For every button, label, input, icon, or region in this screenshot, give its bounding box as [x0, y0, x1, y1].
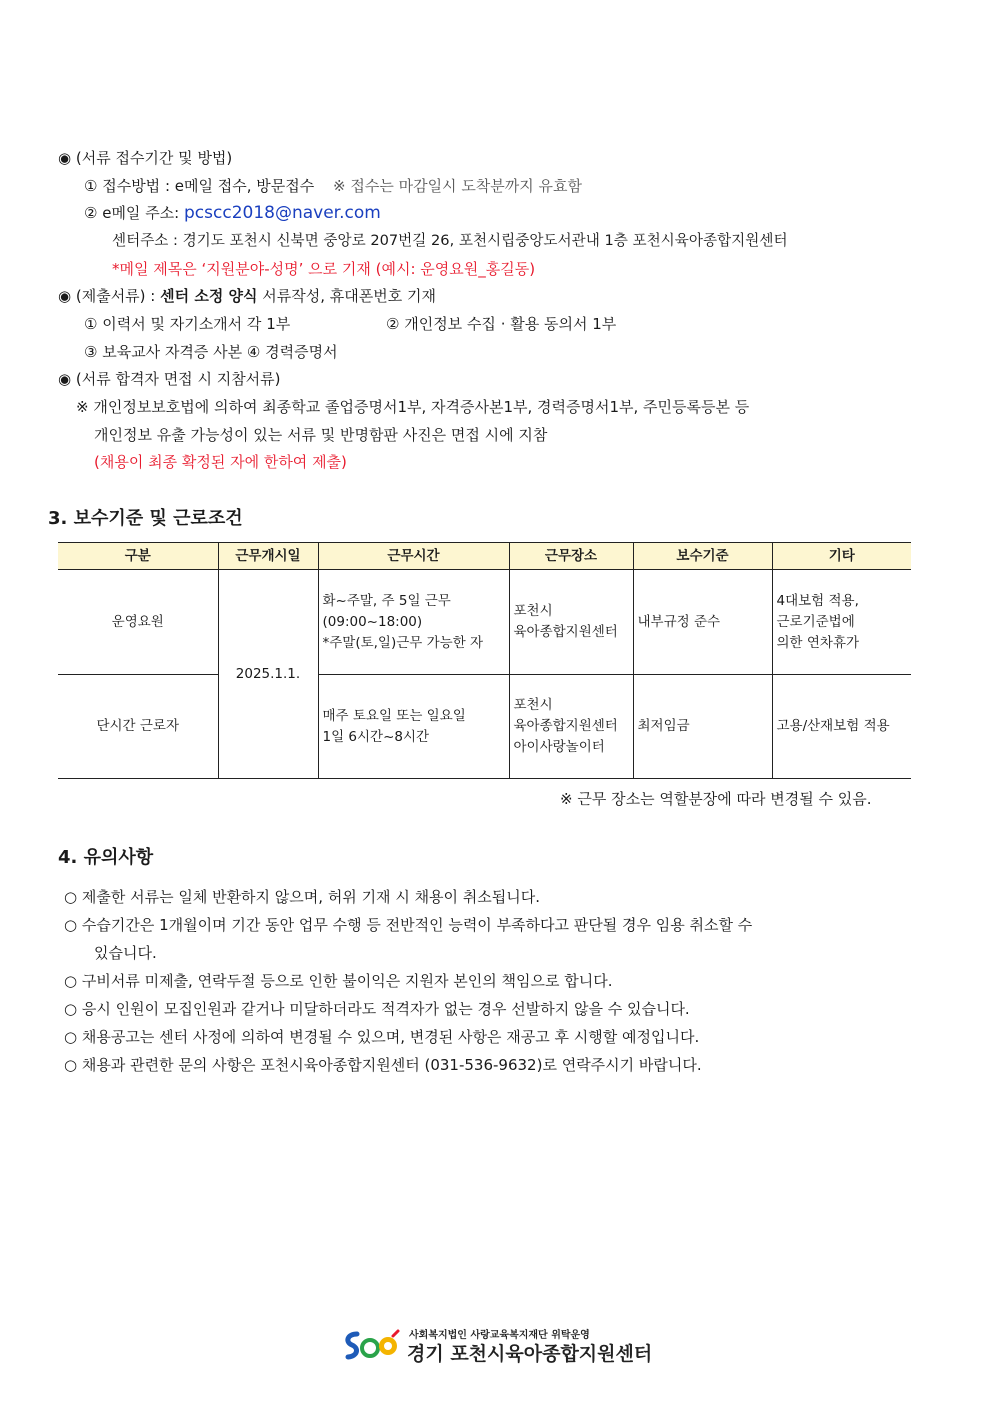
table-row — [58, 675, 911, 779]
notice-item: ○ 채용과 관련한 문의 사항은 포천시육아종합지원센터 (031-536-9632)로 연락주시기 바랍니다. — [64, 1056, 702, 1074]
interview-note-2: 개인정보 유출 가능성이 있는 서류 및 반명함판 사진은 면접 시에 지참 — [94, 426, 548, 444]
email-label: ② e메일 주소: — [84, 204, 184, 222]
row2-pay: 최저임금 — [633, 675, 772, 779]
section4-title: 4. 유의사항 — [58, 847, 154, 868]
notice-item-continued: 있습니다. — [94, 944, 157, 962]
header-start-date: 근무개시일 — [218, 543, 318, 570]
row1-hours-line: *주말(토,일)근무 가능한 자 — [322, 634, 484, 651]
row2-place-line: 육아종합지원센터 — [513, 718, 618, 734]
documents-heading — [58, 286, 436, 306]
row1-hours — [318, 570, 509, 675]
header-place: 근무장소 — [509, 543, 633, 570]
submission-deadline-note: ※ 접수는 마감일시 도착분까지 유효함 — [333, 177, 583, 195]
row1-place — [509, 570, 633, 675]
row1-hours-line: (09:00~18:00) — [322, 613, 423, 630]
interview-note-1: ※ 개인정보보호법에 의하여 최종학교 졸업증명서1부, 자격증사본1부, 경력증명서1부, 주민등록등본 등 — [76, 398, 750, 416]
header-etc: 기타 — [772, 543, 911, 570]
documents-item-resume: ① 이력서 및 자기소개서 각 1부 — [84, 315, 291, 333]
notice-item: ○ 수습기간은 1개월이며 기간 동안 업무 수행 등 전반적인 능력이 부족하다고 판단될 경우 임용 취소할 수 — [64, 916, 753, 934]
row2-hours-line: 매주 토요일 또는 일요일 — [322, 707, 466, 724]
notice-item: ○ 구비서류 미제출, 연락두절 등으로 인한 불이익은 지원자 본인의 책임으로 합니다. — [64, 972, 613, 990]
work-place-note: ※ 근무 장소는 역할분장에 따라 변경될 수 있음. — [560, 790, 872, 808]
start-date-cell: 2025.1.1. — [218, 570, 318, 779]
row2-category: 단시간 근로자 — [58, 675, 218, 779]
email-address-link[interactable]: pcscc2018@naver.com — [184, 203, 381, 223]
documents-item-consent: ② 개인정보 수집 · 활용 동의서 1부 — [386, 315, 617, 333]
row1-etc-line: 4대보험 적용, — [776, 592, 859, 609]
row1-pay: 내부규정 준수 — [633, 570, 772, 675]
row2-etc: 고용/산재보험 적용 — [772, 675, 911, 779]
row2-place-line: 포천시 — [513, 697, 553, 713]
header-pay: 보수기준 — [633, 543, 772, 570]
row1-place-line: 포천시 — [513, 603, 553, 619]
row1-etc-line: 근로기준법에 — [776, 613, 855, 630]
row1-etc — [772, 570, 911, 675]
work-conditions-table — [58, 542, 911, 779]
footer-logo — [343, 1326, 653, 1366]
table-row — [58, 570, 911, 675]
documents-item-certificates: ③ 보육교사 자격증 사본 ④ 경력증명서 — [84, 343, 338, 361]
row2-hours-line: 1일 6시간~8시간 — [322, 728, 430, 745]
section3-title: 3. 보수기준 및 근로조건 — [48, 508, 243, 529]
submission-heading: ◉ (서류 접수기간 및 방법) — [58, 149, 233, 167]
row1-hours-line: 화~주말, 주 5일 근무 — [322, 592, 451, 609]
documents-heading-label: ◉ (제출서류) : — [58, 287, 161, 305]
logo-center-name: 경기 포천시육아종합지원센터 — [407, 1343, 653, 1365]
row1-place-line: 육아종합지원센터 — [513, 624, 618, 640]
interview-heading: ◉ (서류 합격자 면접 시 지참서류) — [58, 370, 281, 388]
center-address: 센터주소 : 경기도 포천시 신북면 중앙로 207번길 26, 포천시립중앙도서관내 1층 포천시육아종합지원센터 — [112, 232, 788, 249]
submission-method-text: ① 접수방법 : e메일 접수, 방문접수 — [84, 177, 315, 195]
notice-item: ○ 채용공고는 센터 사정에 의하여 변경될 수 있으며, 변경된 사항은 재공고 후 시행할 예정입니다. — [64, 1028, 700, 1046]
center-logo-icon — [343, 1328, 403, 1364]
table-header-row — [58, 543, 911, 570]
logo-operator-text: 사회복지법인 사랑교육복지재단 위탁운영 — [409, 1330, 590, 1341]
submission-email — [84, 203, 381, 223]
row2-hours — [318, 675, 509, 779]
row1-category: 운영요원 — [58, 570, 218, 675]
row2-place-line: 아이사랑놀이터 — [513, 739, 605, 755]
notice-item: ○ 제출한 서류는 일체 반환하지 않으며, 허위 기재 시 채용이 취소됩니다. — [64, 888, 541, 906]
documents-form-emphasis: 센터 소정 양식 — [160, 287, 258, 305]
submission-method — [84, 176, 582, 196]
header-hours: 근무시간 — [318, 543, 509, 570]
notice-item: ○ 응시 인원이 모집인원과 같거나 미달하더라도 적격자가 없는 경우 선발하지 않을 수 있습니다. — [64, 1000, 690, 1018]
documents-heading-rest: 서류작성, 휴대폰번호 기재 — [257, 287, 436, 305]
interview-note-3: (채용이 최종 확정된 자에 한하여 제출) — [94, 453, 347, 471]
header-category: 구분 — [58, 543, 218, 570]
row2-place — [509, 675, 633, 779]
email-subject-note: *메일 제목은 ‘지원분야-성명’ 으로 기재 (예시: 운영요원_홍길동) — [112, 260, 536, 278]
row1-etc-line: 의한 연차휴가 — [776, 634, 860, 651]
